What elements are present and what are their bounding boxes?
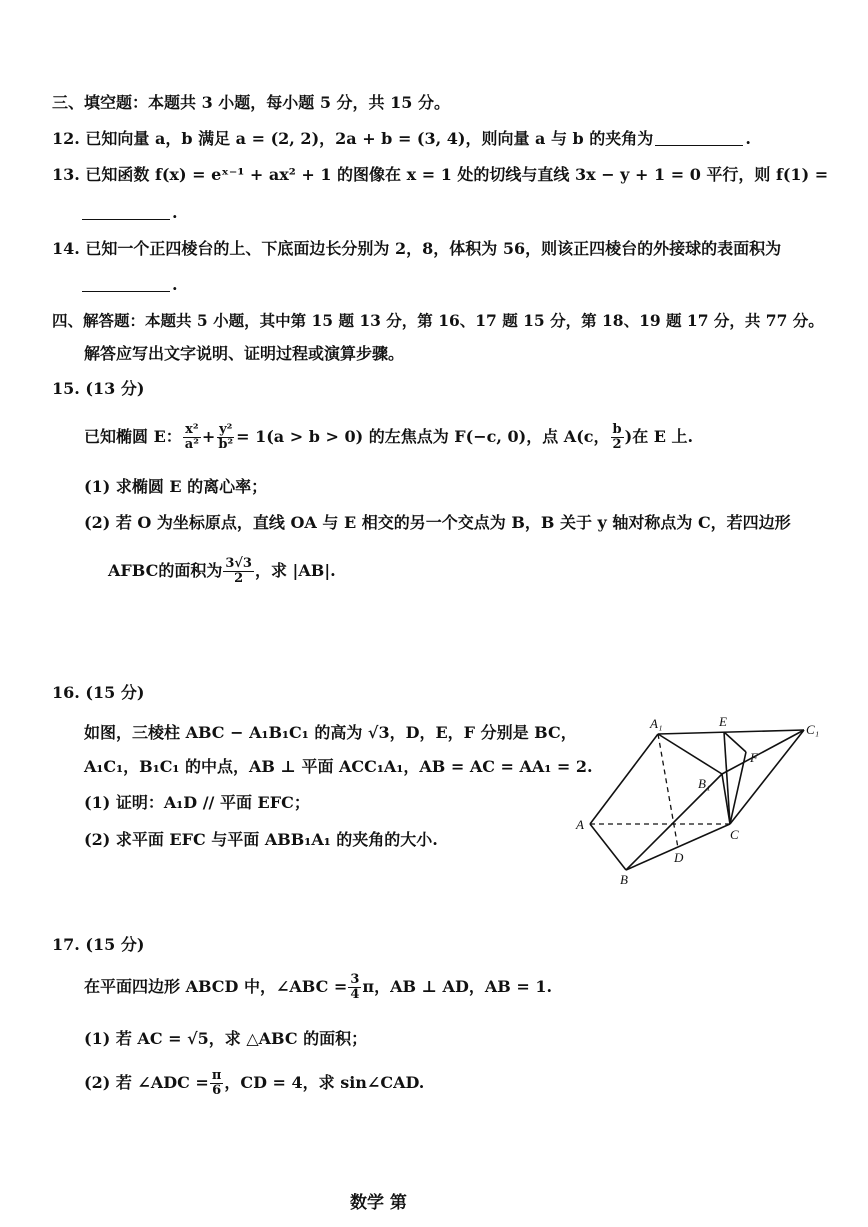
fraction-3-4 (348, 973, 361, 1002)
q16-head: 16. (15 分) (52, 683, 145, 702)
frac-num: 3 (350, 972, 360, 987)
label-E: E (719, 714, 727, 729)
q17-stem (84, 972, 552, 1002)
q12-end: . (745, 129, 751, 148)
question-13: 13. 已知函数 f(x) = eˣ⁻¹ + ax² + 1 的图像在 x = 1 处的切线与直线 3x − y + 1 = 0 平行，则 f(1) = (52, 165, 829, 184)
section4-note: 解答应写出文字说明、证明过程或演算步骤。 (84, 344, 405, 363)
q15-stem-b: = 1(a > b > 0) 的左焦点为 F(−c, 0)，点 A (236, 427, 577, 446)
frac-den: 2 (234, 571, 244, 586)
q17-head: 17. (15 分) (52, 935, 145, 954)
q16-part1: (1) 证明：A₁D // 平面 EFC； (84, 793, 310, 812)
q17-part2 (84, 1068, 424, 1098)
frac-num: π (211, 1068, 222, 1083)
q16-part2: (2) 求平面 EFC 与平面 ABB₁A₁ 的夹角的大小. (84, 830, 438, 849)
frac-den: 6 (212, 1083, 222, 1098)
q17-stem-a: 在平面四边形 ABCD 中，∠ABC = (84, 977, 348, 996)
fraction-x2-a2 (183, 423, 201, 452)
q15-stem: 已知椭圆 E： $\frac{\text{x²}}{\text{a²}}$ + $\frac{\text{y²}}{\text{b²}}$ = 1(a > b > 0) 的左焦点为 F(−c, 0)，点 A(c， $\frac{b}{2}$ )在 E 上. (84, 422, 694, 452)
question-14: 14. 已知一个正四棱台的上、下底面边长分别为 2，8，体积为 56，则该正四棱台的外接球的表面积为 (52, 239, 782, 258)
q15-part2-line1: (2) 若 O 为坐标原点，直线 OA 与 E 相交的另一个交点为 B，B 关于 y 轴对称点为 C，若四边形 (84, 513, 791, 532)
frac-num: b (612, 422, 622, 437)
q16-line1: 如图，三棱柱 ABC − A₁B₁C₁ 的高为 √3，D，E，F 分别是 BC， (84, 723, 577, 742)
q15-stem-c: 在 E 上. (632, 427, 694, 446)
frac-den: 2 (612, 437, 622, 452)
point-a-close: ) (624, 427, 633, 446)
frac-num: y² (219, 422, 233, 437)
q17-part1: (1) 若 AC = √5，求 △ABC 的面积； (84, 1029, 368, 1048)
label-C: C (730, 827, 739, 842)
label-B1: B₁ (698, 776, 711, 791)
frac-num: 3√3 (225, 556, 252, 571)
label-F: F (750, 750, 758, 765)
question-12 (52, 128, 751, 150)
q17-part2-b: ，CD = 4，求 sin∠CAD. (224, 1073, 425, 1092)
question-13-answer (80, 202, 178, 224)
section4-heading: 四、解答题：本题共 5 小题，其中第 15 题 13 分，第 16、17 题 15 分，第 18、19 题 17 分，共 77 分。 (52, 311, 824, 330)
question-14-answer (80, 274, 178, 296)
fraction-area (223, 557, 254, 586)
q13-end: . (172, 203, 178, 222)
prism-figure (574, 712, 824, 892)
frac-den: a² (184, 437, 199, 452)
label-D: D (674, 850, 684, 865)
fraction-pi-6 (210, 1069, 224, 1098)
answer-blank (82, 275, 170, 292)
q14-end: . (172, 275, 178, 294)
frac-num: x² (185, 422, 199, 437)
frac-den: 4 (350, 987, 360, 1002)
page-footer: 数学 第 (350, 1193, 407, 1213)
q16-line2: A₁C₁，B₁C₁ 的中点，AB ⊥ 平面 ACC₁A₁，AB = AC = AA₁ = 2. (84, 757, 593, 776)
q17-stem-b: π，AB ⊥ AD，AB = 1. (362, 977, 553, 996)
label-A: A (576, 817, 584, 832)
label-C1: C₁ (806, 722, 820, 737)
q15-part2-line2 (108, 556, 336, 586)
fraction-b-2 (611, 423, 624, 452)
point-a-open: (c， (576, 427, 610, 446)
frac-den: b² (218, 437, 234, 452)
q15-part2-c: ，求 |AB|. (254, 561, 336, 580)
q15-part2-b: AFBC的面积为 (108, 561, 223, 580)
label-A1: A₁ (650, 716, 663, 731)
q15-head: 15. (13 分) (52, 379, 145, 398)
answer-blank (82, 203, 170, 220)
q17-part2-a: (2) 若 ∠ADC = (84, 1073, 209, 1092)
q15-part1: (1) 求椭圆 E 的离心率； (84, 477, 268, 496)
q12-text: 12. 已知向量 a，b 满足 a = (2, 2)，2a + b = (3, 4)，则向量 a 与 b 的夹角为 (52, 129, 654, 148)
fraction-y2-b2 (216, 423, 235, 452)
q15-stem-a: 已知椭圆 E： (84, 427, 182, 446)
label-B: B (620, 872, 628, 887)
section3-heading: 三、填空题：本题共 3 小题，每小题 5 分，共 15 分。 (52, 93, 450, 112)
answer-blank (655, 129, 743, 146)
